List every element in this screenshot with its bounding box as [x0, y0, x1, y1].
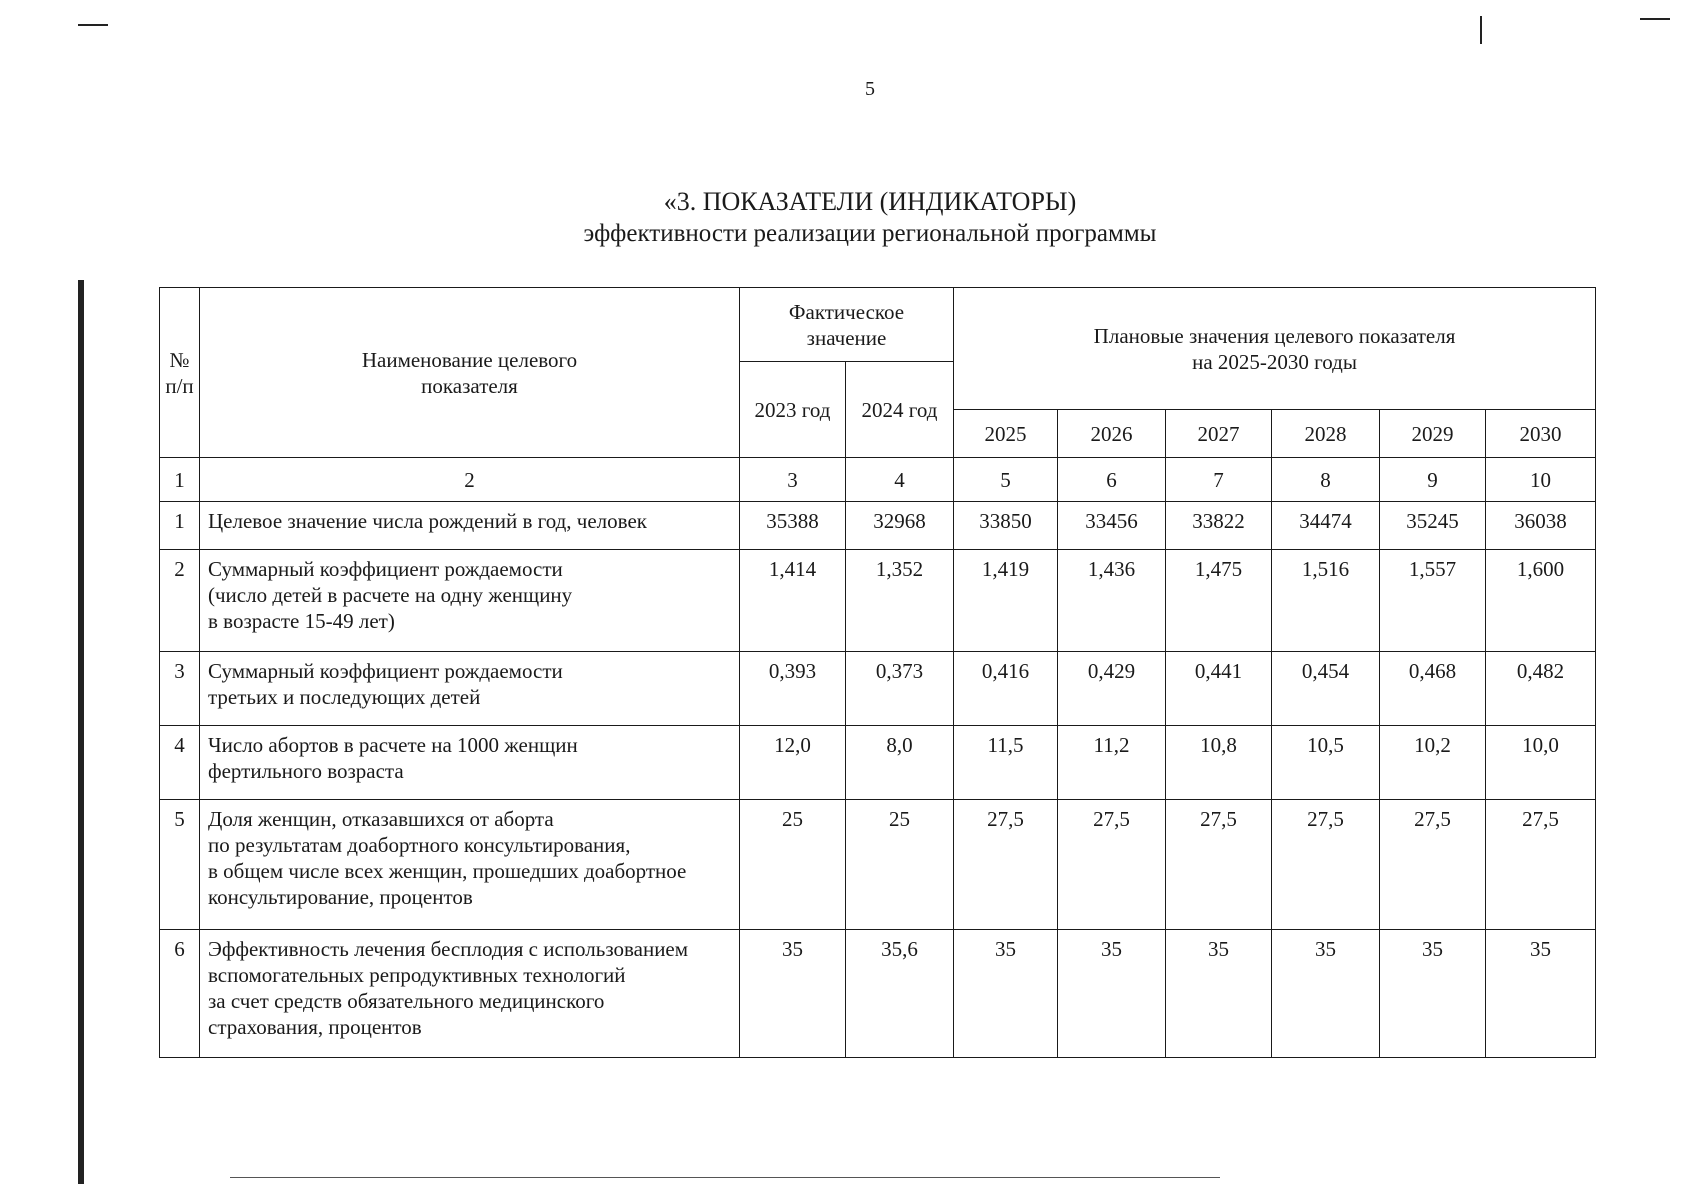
column-number: 7 [1166, 458, 1272, 502]
value-cell: 34474 [1272, 502, 1380, 550]
scan-edge-bar [78, 280, 84, 1184]
table-row [160, 800, 1596, 930]
value-cell: 10,0 [1486, 726, 1596, 800]
row-number: 1 [160, 502, 200, 550]
table-row [160, 652, 1596, 726]
value-cell: 33456 [1058, 502, 1166, 550]
title-line-1: «3. ПОКАЗАТЕЛИ (ИНДИКАТОРЫ) [663, 187, 1077, 216]
value-cell: 35,6 [846, 930, 954, 1058]
header-name: Наименование целевого показателя [200, 288, 740, 458]
column-number: 5 [954, 458, 1058, 502]
header-year-2023: 2023 год [740, 362, 846, 458]
value-cell: 35 [1166, 930, 1272, 1058]
value-cell: 0,416 [954, 652, 1058, 726]
value-cell: 35 [1272, 930, 1380, 1058]
value-cell: 8,0 [846, 726, 954, 800]
header-year-2025: 2025 [954, 410, 1058, 458]
row-number: 3 [160, 652, 200, 726]
column-number: 2 [200, 458, 740, 502]
value-cell: 1,352 [846, 550, 954, 652]
value-cell: 25 [846, 800, 954, 930]
footer-rule [230, 1177, 1220, 1178]
value-cell: 27,5 [954, 800, 1058, 930]
value-cell: 1,419 [954, 550, 1058, 652]
value-cell: 33822 [1166, 502, 1272, 550]
value-cell: 27,5 [1166, 800, 1272, 930]
indicator-name: Целевое значение числа рождений в год, человек [200, 502, 740, 550]
value-cell: 0,429 [1058, 652, 1166, 726]
header-year-2024: 2024 год [846, 362, 954, 458]
indicator-name: Эффективность лечения бесплодия с использованием вспомогательных репродуктивных технологий за счет средств обязательного медицинского страхования, процентов [200, 930, 740, 1058]
table-row [160, 502, 1596, 550]
value-cell: 10,8 [1166, 726, 1272, 800]
table-row [160, 726, 1596, 800]
header-year-2029: 2029 [1380, 410, 1486, 458]
value-cell: 35 [1486, 930, 1596, 1058]
indicator-name: Суммарный коэффициент рождаемости третьих и последующих детей [200, 652, 740, 726]
value-cell: 35 [954, 930, 1058, 1058]
column-number: 9 [1380, 458, 1486, 502]
header-year-2028: 2028 [1272, 410, 1380, 458]
value-cell: 1,436 [1058, 550, 1166, 652]
header-year-2030: 2030 [1486, 410, 1596, 458]
header-planned: Плановые значения целевого показателя на 2025-2030 годы [954, 288, 1596, 410]
column-number: 4 [846, 458, 954, 502]
row-number: 2 [160, 550, 200, 652]
value-cell: 25 [740, 800, 846, 930]
indicators-table [159, 287, 1596, 1058]
column-number: 3 [740, 458, 846, 502]
value-cell: 1,600 [1486, 550, 1596, 652]
value-cell: 11,5 [954, 726, 1058, 800]
value-cell: 0,468 [1380, 652, 1486, 726]
value-cell: 27,5 [1486, 800, 1596, 930]
value-cell: 33850 [954, 502, 1058, 550]
value-cell: 36038 [1486, 502, 1596, 550]
value-cell: 1,475 [1166, 550, 1272, 652]
row-number: 5 [160, 800, 200, 930]
row-number: 4 [160, 726, 200, 800]
header-num: № п/п [160, 288, 200, 458]
value-cell: 1,414 [740, 550, 846, 652]
value-cell: 35 [1058, 930, 1166, 1058]
column-number: 8 [1272, 458, 1380, 502]
value-cell: 27,5 [1272, 800, 1380, 930]
column-number: 10 [1486, 458, 1596, 502]
page-number: 5 [865, 78, 875, 100]
value-cell: 35 [1380, 930, 1486, 1058]
title-line-2: эффективности реализации региональной программы [583, 220, 1157, 247]
value-cell: 1,516 [1272, 550, 1380, 652]
value-cell: 35245 [1380, 502, 1486, 550]
value-cell: 27,5 [1058, 800, 1166, 930]
scan-corner-mark-left [78, 24, 108, 26]
value-cell: 27,5 [1380, 800, 1486, 930]
header-year-2026: 2026 [1058, 410, 1166, 458]
value-cell: 0,482 [1486, 652, 1596, 726]
value-cell: 1,557 [1380, 550, 1486, 652]
document-title [0, 186, 1697, 250]
indicator-name: Число абортов в расчете на 1000 женщин фертильного возраста [200, 726, 740, 800]
value-cell: 0,454 [1272, 652, 1380, 726]
column-number: 1 [160, 458, 200, 502]
value-cell: 10,5 [1272, 726, 1380, 800]
value-cell: 35388 [740, 502, 846, 550]
column-number: 6 [1058, 458, 1166, 502]
indicator-name: Суммарный коэффициент рождаемости (число детей в расчете на одну женщину в возрасте 15-49 лет) [200, 550, 740, 652]
scan-corner-mark-right [1640, 18, 1670, 20]
value-cell: 0,373 [846, 652, 954, 726]
header-actual: Фактическое значение [740, 288, 954, 362]
value-cell: 10,2 [1380, 726, 1486, 800]
value-cell: 11,2 [1058, 726, 1166, 800]
scan-corner-tick-right [1480, 16, 1482, 44]
header-year-2027: 2027 [1166, 410, 1272, 458]
value-cell: 35 [740, 930, 846, 1058]
value-cell: 32968 [846, 502, 954, 550]
table-row [160, 550, 1596, 652]
row-number: 6 [160, 930, 200, 1058]
value-cell: 12,0 [740, 726, 846, 800]
indicator-name: Доля женщин, отказавшихся от аборта по результатам доабортного консультирования, в общем числе всех женщин, прошедших доабортное консультирование, процентов [200, 800, 740, 930]
value-cell: 0,393 [740, 652, 846, 726]
value-cell: 0,441 [1166, 652, 1272, 726]
table-row [160, 930, 1596, 1058]
